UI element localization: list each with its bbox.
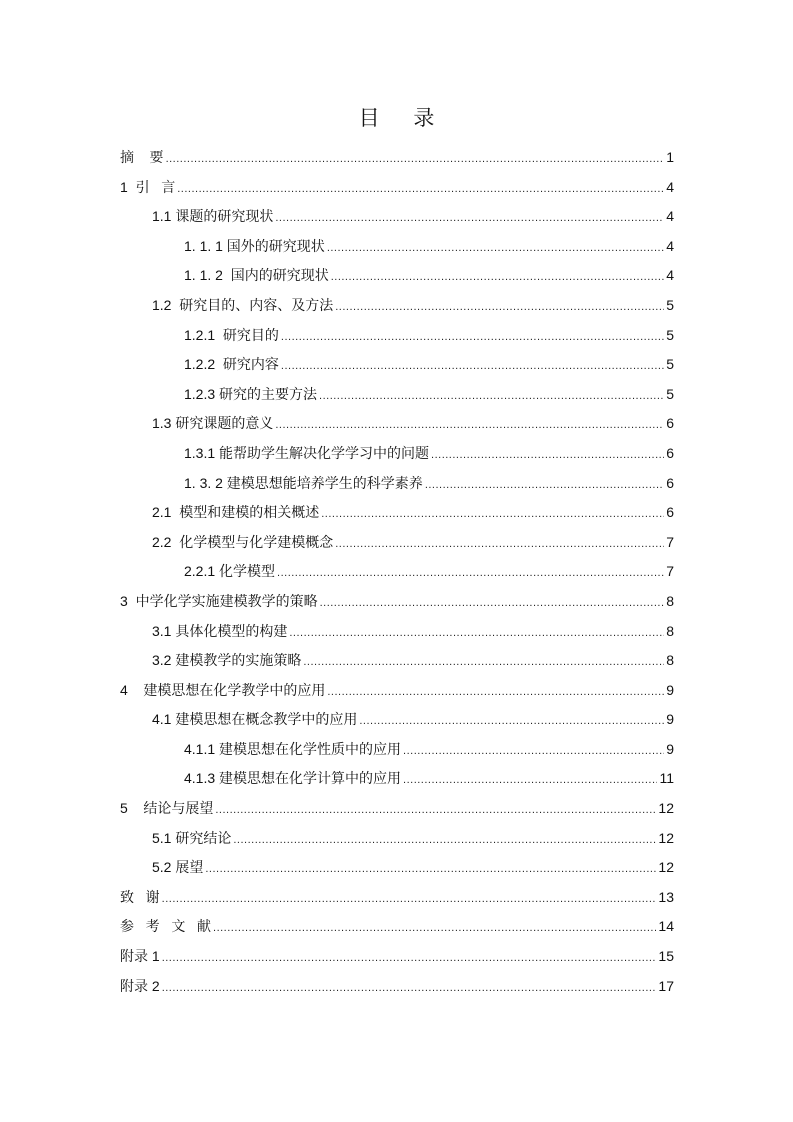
- toc-entry-title: 1.2.1 研究目的: [184, 326, 279, 343]
- toc-page-number: 1: [666, 149, 674, 165]
- toc-entry[interactable]: [120, 912, 674, 942]
- toc-entry-title: 2.2.1 化学模型: [184, 563, 276, 580]
- toc-entry-title: 5.2 展望: [152, 859, 204, 876]
- toc-dot-leader: [319, 382, 664, 412]
- toc-entry[interactable]: [120, 853, 674, 883]
- toc-entry[interactable]: [120, 972, 674, 1002]
- toc-dot-leader: [425, 471, 664, 501]
- toc-entry[interactable]: [120, 883, 674, 913]
- toc-dot-leader: [403, 737, 664, 767]
- toc-page-number: 9: [666, 681, 674, 698]
- toc-entry[interactable]: [120, 350, 674, 380]
- toc-entry[interactable]: [120, 587, 674, 617]
- toc-page-number: 14: [658, 918, 674, 935]
- toc-entry[interactable]: [120, 202, 674, 232]
- toc-dot-leader: [215, 796, 656, 826]
- toc-dot-leader: [403, 766, 657, 796]
- toc-page-number: 17: [658, 977, 674, 994]
- toc-entry-title: 3.1 具体化模型的构建: [152, 622, 288, 639]
- toc-entry-title: 1. 1. 2 国内的研究现状: [184, 267, 329, 284]
- toc-entry[interactable]: [120, 557, 674, 587]
- toc-dot-leader: [281, 323, 664, 353]
- toc-entry[interactable]: [120, 261, 674, 291]
- toc-dot-leader: [275, 411, 664, 441]
- toc-entry[interactable]: [120, 439, 674, 469]
- toc-entry[interactable]: [120, 380, 674, 410]
- toc-page-number: 4: [666, 237, 674, 254]
- toc-dot-leader: [281, 352, 664, 382]
- toc-page-number: 7: [666, 533, 674, 550]
- toc-dot-leader: [205, 855, 656, 885]
- toc-entry-title: 4.1 建模思想在概念教学中的应用: [152, 711, 358, 728]
- toc-dot-leader: [335, 530, 664, 560]
- toc-entry[interactable]: [120, 143, 674, 173]
- toc-dot-leader: [162, 974, 657, 1004]
- toc-entry-title: 5 结论与展望: [120, 800, 214, 817]
- toc-entry[interactable]: [120, 735, 674, 765]
- toc-page-number: 4: [666, 208, 674, 225]
- toc-entry-title: 1.2.2 研究内容: [184, 356, 279, 373]
- toc-dot-leader: [431, 441, 664, 471]
- toc-entry-title: 1. 3. 2 建模思想能培养学生的科学素养: [184, 474, 423, 491]
- toc-page-number: 5: [666, 356, 674, 373]
- toc-page-number: 6: [666, 474, 674, 491]
- toc-entry[interactable]: [120, 617, 674, 647]
- toc-page-number: 5: [666, 296, 674, 313]
- toc-entry-title: 1.2 研究目的、内容、及方法: [152, 296, 334, 313]
- toc-dot-leader: [327, 678, 664, 708]
- toc-entry-title: 1.3 研究课题的意义: [152, 415, 274, 432]
- toc-entry-title: 摘 要: [120, 149, 164, 165]
- toc-dot-leader: [177, 175, 664, 205]
- toc-dot-leader: [289, 619, 664, 649]
- toc-entry[interactable]: [120, 705, 674, 735]
- toc-entry[interactable]: [120, 646, 674, 676]
- table-of-contents: [120, 143, 674, 1001]
- toc-entry[interactable]: [120, 173, 674, 203]
- toc-entry[interactable]: [120, 794, 674, 824]
- toc-entry[interactable]: [120, 291, 674, 321]
- toc-entry-title: 附录 1: [120, 948, 160, 965]
- toc-page-number: 15: [658, 948, 674, 965]
- toc-entry[interactable]: [120, 764, 674, 794]
- toc-entry-title: 4.1.1 建模思想在化学性质中的应用: [184, 740, 402, 757]
- toc-dot-leader: [275, 204, 664, 234]
- toc-dot-leader: [359, 707, 664, 737]
- toc-entry-title: 3 中学化学实施建模教学的策略: [120, 592, 318, 609]
- toc-entry-title: 1. 1. 1 国外的研究现状: [184, 237, 325, 254]
- toc-page-number: 12: [658, 829, 674, 846]
- toc-page-number: 6: [666, 415, 674, 432]
- toc-page-number: 6: [666, 444, 674, 461]
- toc-page-number: 6: [666, 504, 674, 521]
- toc-page-number: 11: [659, 770, 674, 787]
- toc-entry-title: 4.1.3 建模思想在化学计算中的应用: [184, 770, 402, 787]
- toc-page-number: 9: [666, 711, 674, 728]
- toc-entry-title: 2.2 化学模型与化学建模概念: [152, 533, 334, 550]
- toc-page-number: 5: [666, 326, 674, 343]
- toc-entry[interactable]: [120, 942, 674, 972]
- toc-dot-leader: [233, 826, 656, 856]
- toc-entry[interactable]: [120, 321, 674, 351]
- toc-page-number: 12: [658, 800, 674, 817]
- toc-dot-leader: [303, 648, 664, 678]
- toc-page-number: 4: [666, 178, 674, 195]
- toc-page-number: 5: [666, 385, 674, 402]
- toc-entry[interactable]: [120, 232, 674, 262]
- toc-page-number: 8: [666, 622, 674, 639]
- toc-dot-leader: [213, 914, 656, 944]
- toc-entry-title: 2.1 模型和建模的相关概述: [152, 504, 320, 521]
- toc-entry[interactable]: [120, 409, 674, 439]
- toc-title: 目 录: [358, 107, 449, 130]
- toc-entry[interactable]: [120, 528, 674, 558]
- toc-entry-title: 附录 2: [120, 977, 160, 994]
- toc-entry-title: 1.2.3 研究的主要方法: [184, 385, 318, 402]
- toc-dot-leader: [335, 293, 664, 323]
- toc-dot-leader: [331, 263, 664, 293]
- toc-dot-leader: [327, 234, 664, 264]
- toc-dot-leader: [166, 145, 664, 175]
- toc-page-number: 4: [666, 267, 674, 284]
- toc-page-number: 9: [666, 740, 674, 757]
- toc-entry[interactable]: [120, 469, 674, 499]
- toc-page-number: 13: [658, 888, 674, 905]
- toc-entry[interactable]: [120, 498, 674, 528]
- toc-entry-title: 致 谢: [120, 888, 160, 905]
- toc-dot-leader: [277, 559, 664, 589]
- toc-dot-leader: [162, 944, 657, 974]
- toc-page-number: 8: [666, 652, 674, 669]
- toc-page-number: 7: [666, 563, 674, 580]
- toc-entry-title: 1 引 言: [120, 178, 176, 195]
- toc-entry-title: 1.1 课题的研究现状: [152, 208, 274, 225]
- toc-entry-title: 5.1 研究结论: [152, 829, 232, 846]
- toc-page-number: 12: [658, 859, 674, 876]
- toc-entry[interactable]: [120, 676, 674, 706]
- toc-entry[interactable]: [120, 824, 674, 854]
- toc-entry-title: 4 建模思想在化学教学中的应用: [120, 681, 326, 698]
- toc-dot-leader: [320, 589, 664, 619]
- toc-entry-title: 1.3.1 能帮助学生解决化学学习中的问题: [184, 444, 430, 461]
- toc-page-number: 8: [666, 592, 674, 609]
- toc-entry-title: 3.2 建模教学的实施策略: [152, 652, 302, 669]
- toc-dot-leader: [321, 500, 664, 530]
- toc-dot-leader: [162, 885, 657, 915]
- toc-entry-title: 参 考 文 献: [120, 918, 212, 935]
